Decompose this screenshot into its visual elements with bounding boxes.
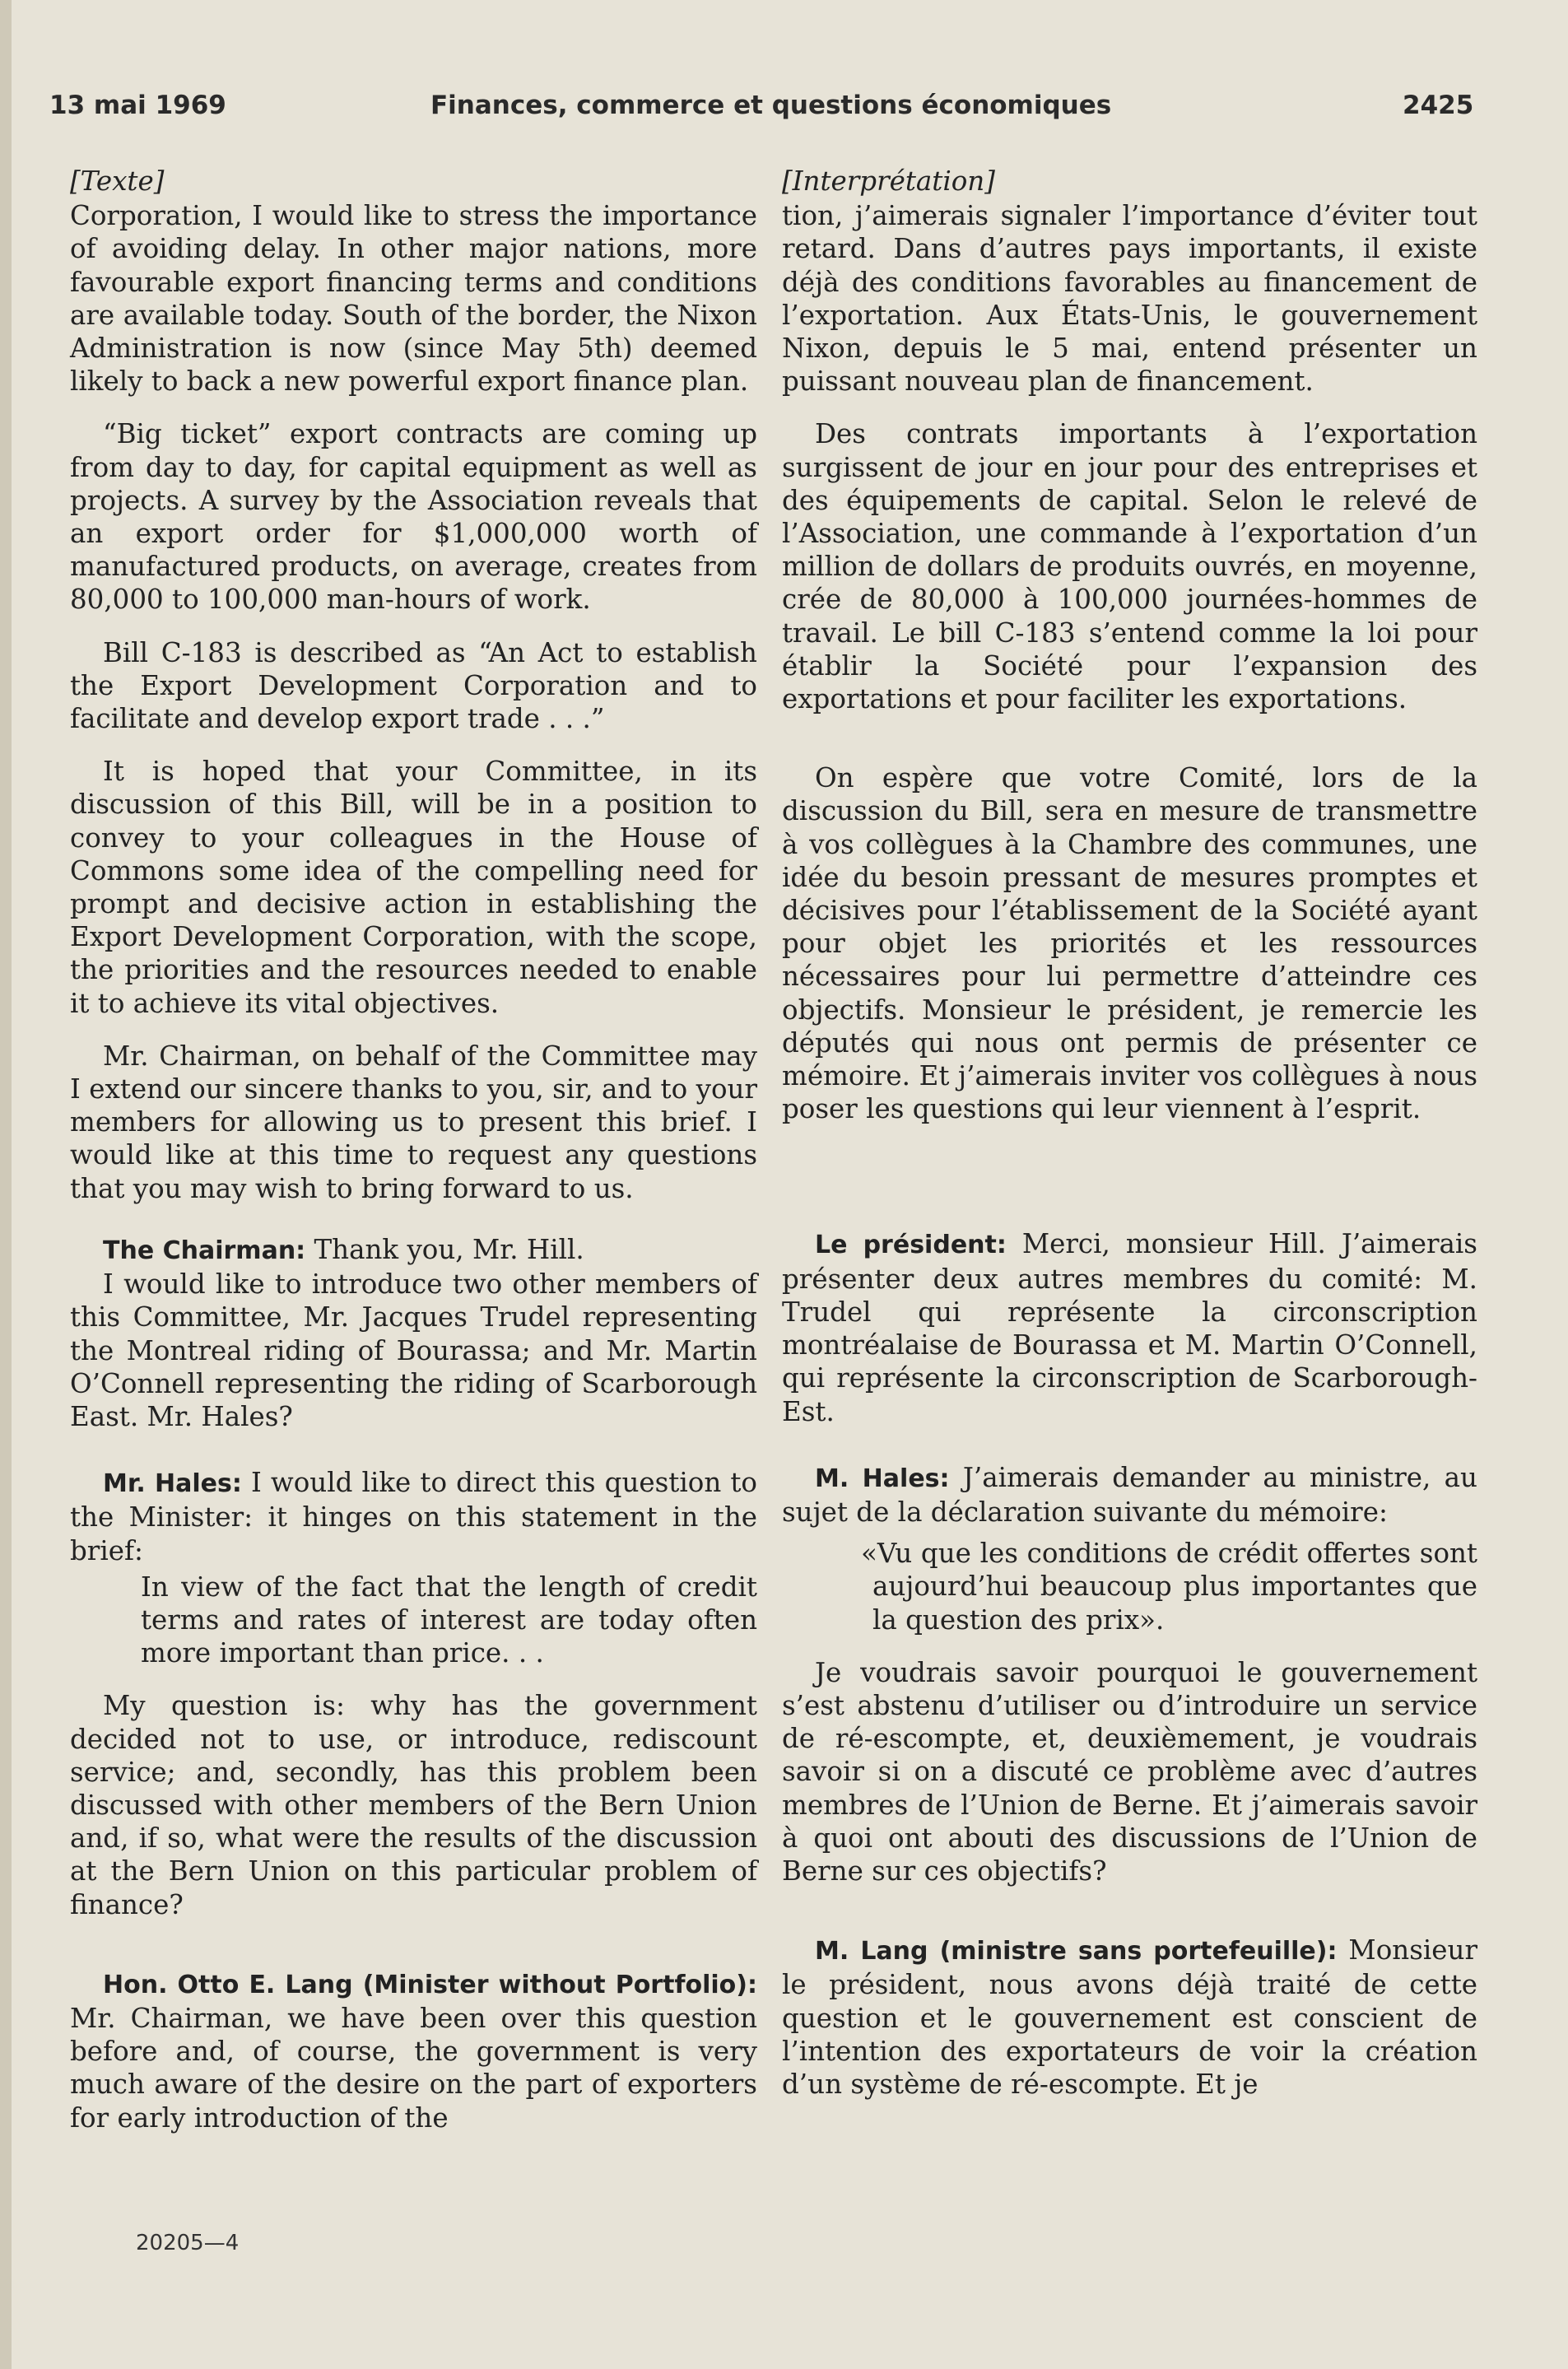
paragraph: Corporation, I would like to stress the importance of avoiding delay. In other major nations, more favourable export financing terms and conditions are available today. South of the border, the Nixon Administration is now (since May 5th) deemed likely to back a new powerful export finance plan.: [70, 200, 757, 398]
paragraph: It is hoped that your Committee, in its discussion of this Bill, will be in a position to convey to your colleagues in the House of Commons some idea of the compelling need for prompt and decisive action in establishing the Export Development Corporation, with the scope, the priorities and the resources needed to enable it to achieve its vital objectives.: [70, 756, 757, 1019]
block-quote: «Vu que les conditions de crédit offertes sont aujourd’hui beaucoup plus importantes que la question des prix».: [861, 1538, 1477, 1636]
speech-text: J’aimerais demander au ministre, au sujet de la déclaration suivante du mémoire:: [782, 1461, 1477, 1528]
block-quote: In view of the fact that the length of credit terms and rates of interest are today often more important than price. . .: [141, 1571, 757, 1669]
speaker-name: The Chairman:: [103, 1236, 306, 1265]
speech-text: I would like to direct this question to the Minister: it hinges on this statement in the brief:: [70, 1467, 757, 1566]
speech-text: Thank you, Mr. Hill.: [305, 1233, 584, 1265]
page-edge: [0, 0, 12, 2369]
paragraph: On espère que votre Comité, lors de la discussion du Bill, sera en mesure de transmettre à vos collègues à la Chambre des communes, une idée du besoin pressant de mesures promptes et décisives pour l’établissement de la Société ayant pour objet les priorités et les ressources nécessaires pour lui permettre d’atteindre ces objectifs. Monsieur le président, je remercie les députés qui nous ont permis de présenter ce mémoire. Et j’aimerais inviter vos collègues à nous poser les questions qui leur viennent à l’esprit.: [782, 762, 1477, 1125]
header-title: Finances, commerce et questions économiques: [430, 91, 1112, 120]
speaker-paragraph: [70, 1967, 757, 2134]
paragraph: Bill C-183 is described as “An Act to establish the Export Development Corporation and to facilitate and develop export trade . . .”: [70, 636, 757, 735]
speaker-paragraph: [782, 1934, 1477, 2101]
french-column: [782, 165, 1477, 2101]
paragraph: Mr. Chairman, on behalf of the Committee may I extend our sincere thanks to you, sir, and to your members for allowing us to present this brief. I would like at this time to request any questions that you may wish to bring forward to us.: [70, 1040, 757, 1204]
language-tag: [Texte]: [70, 165, 165, 197]
language-tag: [Interprétation]: [782, 165, 995, 197]
speaker-name: Mr. Hales:: [103, 1469, 242, 1499]
speaker-paragraph: [70, 1233, 757, 1268]
english-column: [70, 165, 757, 2134]
speaker-name: M. Lang (ministre sans portefeuille):: [815, 1937, 1338, 1966]
speaker-name: Hon. Otto E. Lang (Minister without Portfolio):: [103, 1970, 757, 1999]
speaker-paragraph: [70, 1466, 757, 1567]
speech-text: Merci, monsieur Hill. J’aimerais présenter deux autres membres du comité: M. Trudel qui représente la circonscription montréalaise de Bourassa et M. Martin O’Connell, qui représente la circonscription de Scarborough-Est.: [782, 1228, 1477, 1427]
paragraph: Je voudrais savoir pourquoi le gouvernement s’est abstenu d’utiliser ou d’introduire un service de ré-escompte, et, deuxièmement, je voudrais savoir si on a discuté ce problème avec d’autres membres de l’Union de Berne. Et j’aimerais savoir à quoi ont abouti des discussions de l’Union de Berne sur ces objectifs?: [782, 1656, 1477, 1887]
running-header: [0, 91, 1568, 132]
paragraph: My question is: why has the government decided not to use, or introduce, rediscount service; and, secondly, has this problem been discussed with other members of the Bern Union and, if so, what were the results of the discussion at the Bern Union on this particular problem of finance?: [70, 1690, 757, 1920]
speaker-paragraph: [782, 1227, 1477, 1427]
speaker-name: M. Hales:: [815, 1464, 950, 1493]
paragraph: I would like to introduce two other members of this Committee, Mr. Jacques Trudel representing the Montreal riding of Bourassa; and Mr. Martin O’Connell representing the riding of Scarborough East. Mr. Hales?: [70, 1268, 757, 1432]
speech-text: Monsieur le président, nous avons déjà traité de cette question et le gouvernement est conscient de l’intention des exportateurs de voir la création d’un système de ré-escompte. Et je: [782, 1934, 1477, 2100]
paragraph: tion, j’aimerais signaler l’importance d’éviter tout retard. Dans d’autres pays importants, il existe déjà des conditions favorables au financement de l’exportation. Aux États-Unis, le gouvernement Nixon, depuis le 5 mai, entend présenter un puissant nouveau plan de financement.: [782, 200, 1477, 398]
speaker-paragraph: [782, 1461, 1477, 1529]
paragraph: Des contrats importants à l’exportation surgissent de jour en jour pour des entreprises et des équipements de capital. Selon le relevé de l’Association, une commande à l’exportation d’un million de dollars de produits ouvrés, en moyenne, crée de 80,000 à 100,000 journées-hommes de travail. Le bill C-183 s’entend comme la loi pour établir la Société pour l’expansion des exportations et pour faciliter les exportations.: [782, 418, 1477, 715]
paragraph: “Big ticket” export contracts are coming up from day to day, for capital equipment as well as projects. A survey by the Association reveals that an export order for $1,000,000 worth of manufactured products, on average, creates from 80,000 to 100,000 man-hours of work.: [70, 418, 757, 616]
footer-code: 20205—4: [136, 2231, 240, 2255]
page-number: 2425: [1403, 91, 1474, 120]
speech-text: Mr. Chairman, we have been over this question before and, of course, the government is very much aware of the desire on the part of exporters for early introduction of the: [70, 2002, 757, 2134]
header-date: 13 mai 1969: [49, 91, 226, 120]
speaker-name: Le président:: [815, 1231, 1007, 1260]
